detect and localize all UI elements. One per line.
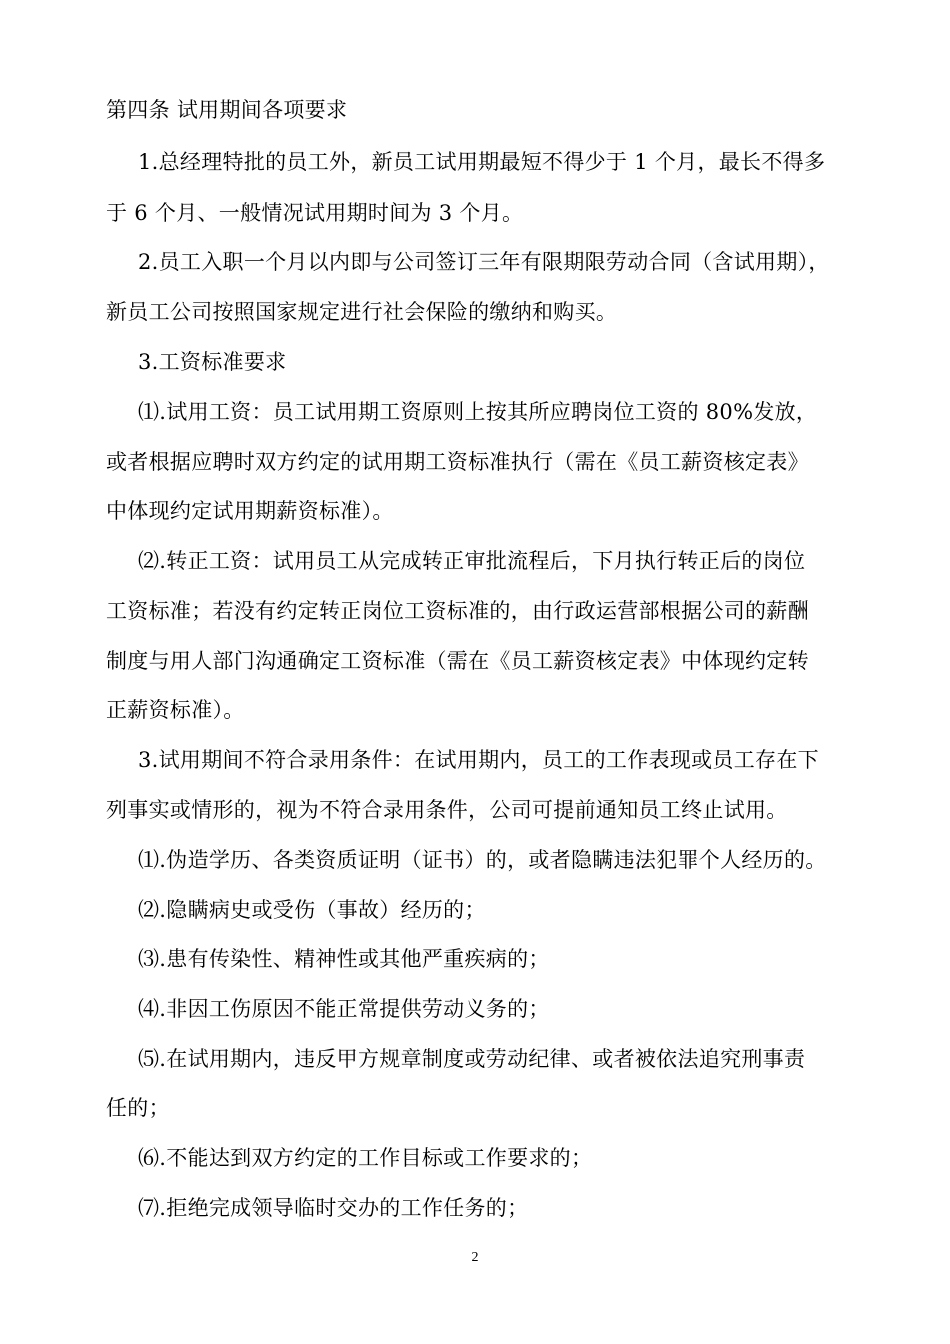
paragraph-line: 1.总经理特批的员工外，新员工试用期最短不得少于 1 个月，最长不得多 <box>138 150 826 174</box>
paragraph-line: 2.员工入职一个月以内即与公司签订三年有限期限劳动合同（含试用期）， <box>138 250 830 274</box>
paragraph-line: ⑴.试用工资：员工试用期工资原则上按其所应聘岗位工资的 80%发放， <box>138 400 818 424</box>
paragraph-line: ⑺.拒绝完成领导临时交办的工作任务的； <box>138 1196 529 1220</box>
paragraph-line: 工资标准；若没有约定转正岗位工资标准的，由行政运营部根据公司的薪酬 <box>106 599 809 623</box>
paragraph-line: 3.试用期间不符合录用条件：在试用期内，员工的工作表现或员工存在下 <box>138 748 819 772</box>
page-number: 2 <box>471 1250 479 1265</box>
paragraph-line: 制度与用人部门沟通确定工资标准（需在《员工薪资核定表》中体现约定转 <box>106 649 809 673</box>
paragraph-line: 新员工公司按照国家规定进行社会保险的缴纳和购买。 <box>106 300 618 324</box>
paragraph-line: 于 6 个月、一般情况试用期时间为 3 个月。 <box>106 201 524 225</box>
paragraph-line: ⑴.伪造学历、各类资质证明（证书）的，或者隐瞒违法犯罪个人经历的。 <box>138 848 827 872</box>
section-heading: 第四条 试用期间各项要求 <box>106 98 348 122</box>
paragraph-line: ⑵.转正工资：试用员工从完成转正审批流程后，下月执行转正后的岗位 <box>138 549 806 573</box>
paragraph-line: 3.工资标准要求 <box>138 350 287 374</box>
paragraph-line: ⑹.不能达到双方约定的工作目标或工作要求的； <box>138 1146 593 1170</box>
paragraph-line: 列事实或情形的，视为不符合录用条件，公司可提前通知员工终止试用。 <box>106 798 788 822</box>
paragraph-line: 中体现约定试用期薪资标准）。 <box>106 499 394 523</box>
paragraph-line: ⑵.隐瞒病史或受伤（事故）经历的； <box>138 898 486 922</box>
paragraph-line: 任的； <box>106 1096 170 1120</box>
paragraph-line: ⑷.非因工伤原因不能正常提供劳动义务的； <box>138 997 550 1021</box>
paragraph-line: 或者根据应聘时双方约定的试用期工资标准执行（需在《员工薪资核定表》 <box>106 450 809 474</box>
paragraph-line: ⑸.在试用期内，违反甲方规章制度或劳动纪律、或者被依法追究刑事责 <box>138 1047 806 1071</box>
paragraph-line: 正薪资标准）。 <box>106 698 245 722</box>
paragraph-line: ⑶.患有传染性、精神性或其他严重疾病的； <box>138 947 550 971</box>
